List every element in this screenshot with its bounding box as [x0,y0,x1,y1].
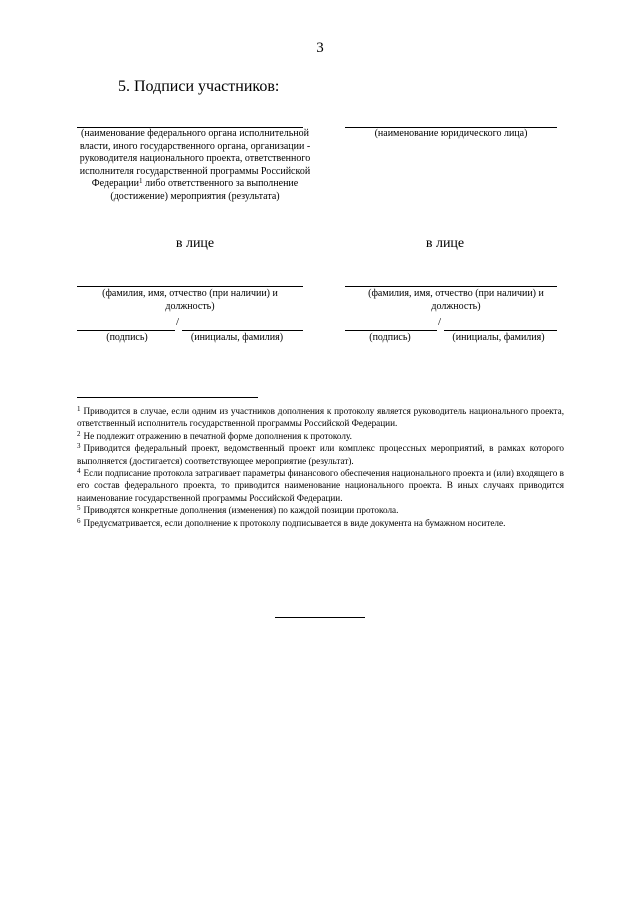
footnote-5 [77,504,564,516]
left-org-caption [77,128,313,204]
left-slash: / [176,316,180,328]
footnote-3-text: Приводится федеральный проект, ведомственный проект или комплекс процессных мероприятий, в рамках которого выполняется (достигается) соответствующее мероприятие (результат). [77,443,564,466]
footnote-2-text: Не подлежит отражению в печатной форме дополнения к протоколу. [83,430,352,441]
right-name-caption: (фамилия, имя, отчество (при наличии) и должность) [368,288,544,312]
right-signature-label: (подпись) [369,332,411,343]
left-org-caption-footnote-ref: 1 [139,177,143,186]
footnote-6-text: Предусматривается, если дополнение к протоколу подписывается в виде документа на бумажном носителе. [83,517,506,528]
footnote-6 [77,517,564,529]
footnote-1-number: 1 [77,405,81,413]
left-signature-label: (подпись) [106,332,148,343]
left-name-caption: (фамилия, имя, отчество (при наличии) и должность) [102,288,278,312]
right-org-caption: (наименование юридического лица) [374,128,528,139]
left-name-line [77,286,303,287]
left-initials-label: (инициалы, фамилия) [190,332,284,343]
right-in-person: в лице [425,236,465,251]
footnote-4 [77,467,564,504]
footnote-2-number: 2 [77,429,81,438]
footnote-2 [77,430,564,442]
footnote-1-text: Приводится в случае, если одним из участников дополнения к протоколу является руководитель национального проекта, ответственный исполнитель государственной программы Российской Федерации. [77,406,564,429]
footnote-3-number: 3 [77,442,81,451]
page-number: 3 [316,40,324,56]
footnote-5-number: 5 [77,504,81,513]
left-signature-line [77,330,175,331]
footnote-3 [77,442,564,467]
footnotes [77,405,564,529]
footnote-separator [77,397,258,398]
footnote-4-text: Если подписание протокола затрагивает параметры финансового обеспечения национального проекта и (или) входящего в его состав федерального проекта, то приводится наименование национального проекта. В иных случаях приводится наименование государственной программы Российской Федерации. [77,468,564,503]
end-rule [275,617,365,618]
left-org-caption-post: либо ответственного за выполнение (достижение) мероприятия (результата) [110,178,299,202]
left-org-caption-pre: (наименование федерального органа исполнительной власти, иного государственного органа, организации - руководителя национального проекта, ответственного исполнителя государственной программы Российской Федерации [79,128,311,190]
right-initials-line [444,330,557,331]
right-initials-label: (инициалы, фамилия) [452,332,545,343]
footnote-6-number: 6 [77,516,81,525]
section-heading: 5. Подписи участников: [118,78,280,95]
right-signature-line [345,330,437,331]
footnote-5-text: Приводятся конкретные дополнения (изменения) по каждой позиции протокола. [83,505,399,516]
footnote-1 [77,405,564,430]
right-slash: / [438,316,442,328]
footnote-4-number: 4 [77,467,81,476]
left-in-person: в лице [175,236,215,251]
right-name-line [345,286,557,287]
left-initials-line [182,330,303,331]
